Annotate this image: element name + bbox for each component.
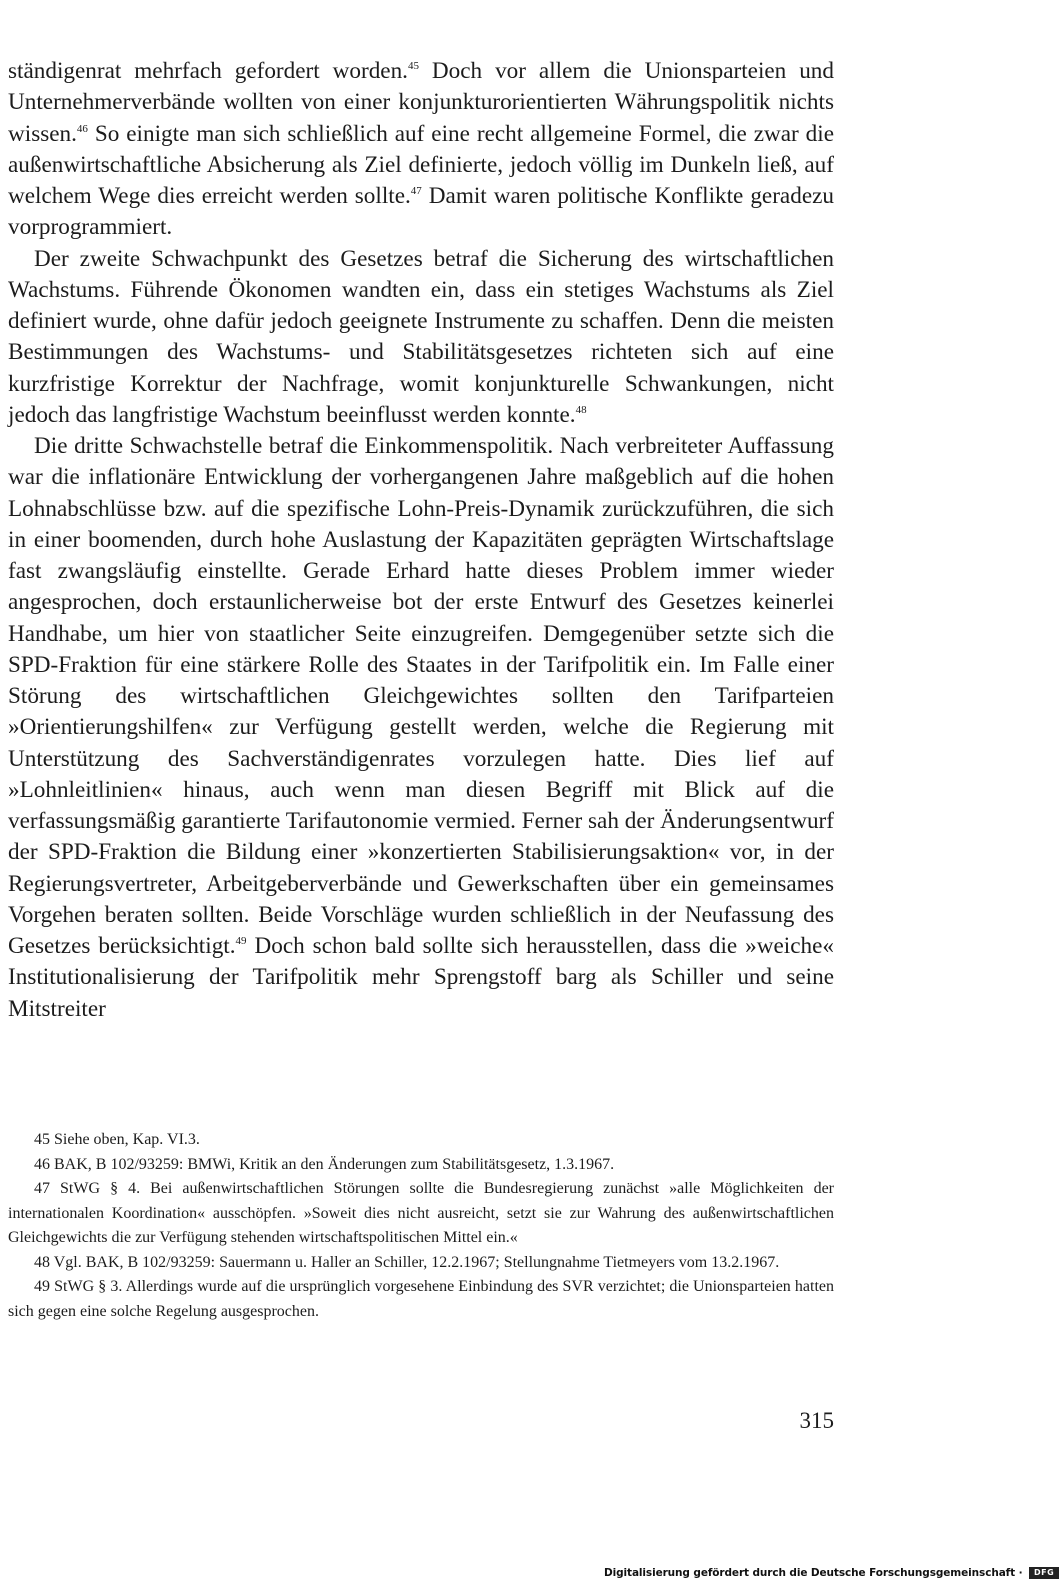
paragraph-text: Doch schon bald sollte sich herausstellen, dass die »weiche« Institutionalisierung der Tarifpolitik mehr Sprengstoff barg als Schiller und seine Mitstreiter: [8, 933, 834, 1022]
page-number: 315: [799, 1408, 834, 1433]
footnote-reference: 48: [575, 403, 587, 416]
footnote-reference: 46: [76, 122, 88, 135]
paragraph-text: ständigenrat mehrfach gefordert worden.: [8, 58, 408, 84]
footnote-number: 47: [34, 1180, 50, 1197]
footnote: [8, 1128, 834, 1153]
body-paragraph: [8, 244, 834, 432]
footnote: [8, 1177, 834, 1251]
body-paragraph: [8, 431, 834, 1025]
credit-text: Digitalisierung gefördert durch die Deutsche Forschungsgemeinschaft ·: [604, 1567, 1023, 1579]
main-text: [8, 56, 834, 1025]
paragraph-text: Der zweite Schwachpunkt des Gesetzes betraf die Sicherung des wirtschaftlichen Wachstums. Führende Ökonomen wandten ein, dass ein stetiges Wachstums als Ziel definiert wurde, ohne dafür jedoch geeignete Instrumente zu schaffen. Denn die meisten Bestimmungen des Wachstums- und Stabilitätsgesetzes richteten sich auf eine kurzfristige Korrektur der Nachfrage, womit konjunkturelle Schwankungen, nicht jedoch das langfristige Wachstum beeinflusst werden konnte.: [8, 245, 834, 428]
footnote-text: BAK, B 102/93259: BMWi, Kritik an den Änderungen zum Stabilitätsgesetz, 1.3.1967.: [54, 1155, 615, 1173]
paragraph-text: Damit waren politische Konflikte geradezu vorprogrammiert.: [8, 183, 834, 241]
footnote-reference: 47: [410, 185, 422, 197]
footnote-text: StWG § 4. Bei außenwirtschaftlichen Störungen sollte die Bundesregierung zunächst »alle Möglichkeiten der internationalen Koordination« ausschöpfen. »Soweit dies nicht ausreicht, setzt sie zur Wahrung des außenwirtschaftlichen Gleichgewichts die zur Verfügung stehenden wirtschaftspolitischen Mittel ein.«: [8, 1180, 834, 1246]
body-paragraph: [8, 56, 834, 244]
footnote-number: 46: [34, 1155, 50, 1173]
footnote: [8, 1275, 834, 1324]
dfg-logo: DFG: [1029, 1567, 1059, 1579]
footnote: [8, 1251, 834, 1276]
footnote-text: StWG § 3. Allerdings wurde auf die ursprünglich vorgesehene Einbindung des SVR verzichtet; die Unionsparteien hatten sich gegen eine solche Regelung ausgesprochen.: [8, 1278, 835, 1320]
footnote-number: 45: [34, 1131, 50, 1148]
footnote-text: Siehe oben, Kap. VI.3.: [54, 1131, 200, 1148]
paragraph-text: Die dritte Schwachstelle betraf die Einkommenspolitik. Nach verbreiteter Auffassung war die inflationäre Entwicklung der vorhergangenen Jahre maßgeblich auf die hohen Lohnabschlüsse bzw. auf die spezifische Lohn-Preis-Dynamik zurückzuführen, die sich in einer boomenden, durch hohe Auslastung der Kapazitäten geprägten Wirtschaftslage fast zwangsläufig einstellte. Gerade Erhard hatte dieses Problem immer wieder angesprochen, doch erstaunlicherweise bot der erste Entwurf des Gesetzes keinerlei Handhabe, um hier von staatlicher Seite einzugreifen. Demgegenüber setzte sich die SPD-Fraktion für eine stärkere Rolle des Staates in der Tarifpolitik ein. Im Falle einer Störung des wirtschaftlichen Gleichgewichtes sollten den Tarifparteien »Orientierungshilfen« zur Verfügung gestellt werden, welche die Regierung mit Unterstützung des Sachverständigenrates vorzulegen hatte. Dies lief auf »Lohnleitlinien« hinaus, auch wenn man diesen Begriff mit Blick auf die verfassungsmäßig garantierte Tarifautonomie vermied. Ferner sah der Änderungsentwurf der SPD-Fraktion die Bildung einer »konzertierten Stabilisierungsaktion« vor, in der Regierungsvertreter, Arbeitgeberverbände und Gewerkschaften über ein gemeinsames Vorgehen beraten sollten. Beide Vorschläge wurden schließlich in der Neufassung des Gesetzes berücksichtigt.: [8, 433, 834, 959]
digitization-credit: [604, 1567, 1059, 1579]
footnote-number: 48: [34, 1253, 50, 1271]
paragraph-text: So einigte man sich schließlich auf eine recht allgemeine Formel, die zwar die außenwirtschaftliche Absicherung als Ziel definierte, jedoch völlig im Dunkeln ließ, auf welchem Wege dies erreicht werden sollte.: [8, 120, 834, 209]
footnote-number: 49: [34, 1278, 50, 1295]
footnotes: [8, 1128, 834, 1324]
footnote-text: Vgl. BAK, B 102/93259: Sauermann u. Haller an Schiller, 12.2.1967; Stellungnahme Tietmeyers vom 13.2.1967.: [53, 1253, 780, 1271]
paragraph-text: Doch vor allem die Unionsparteien und Unternehmerverbände wollten von einer konjunkturorientierten Währungspolitik nichts wissen.: [8, 58, 834, 147]
footnote: [8, 1153, 834, 1178]
footnote-reference: 49: [235, 935, 247, 947]
footnote-reference: 45: [407, 60, 419, 72]
